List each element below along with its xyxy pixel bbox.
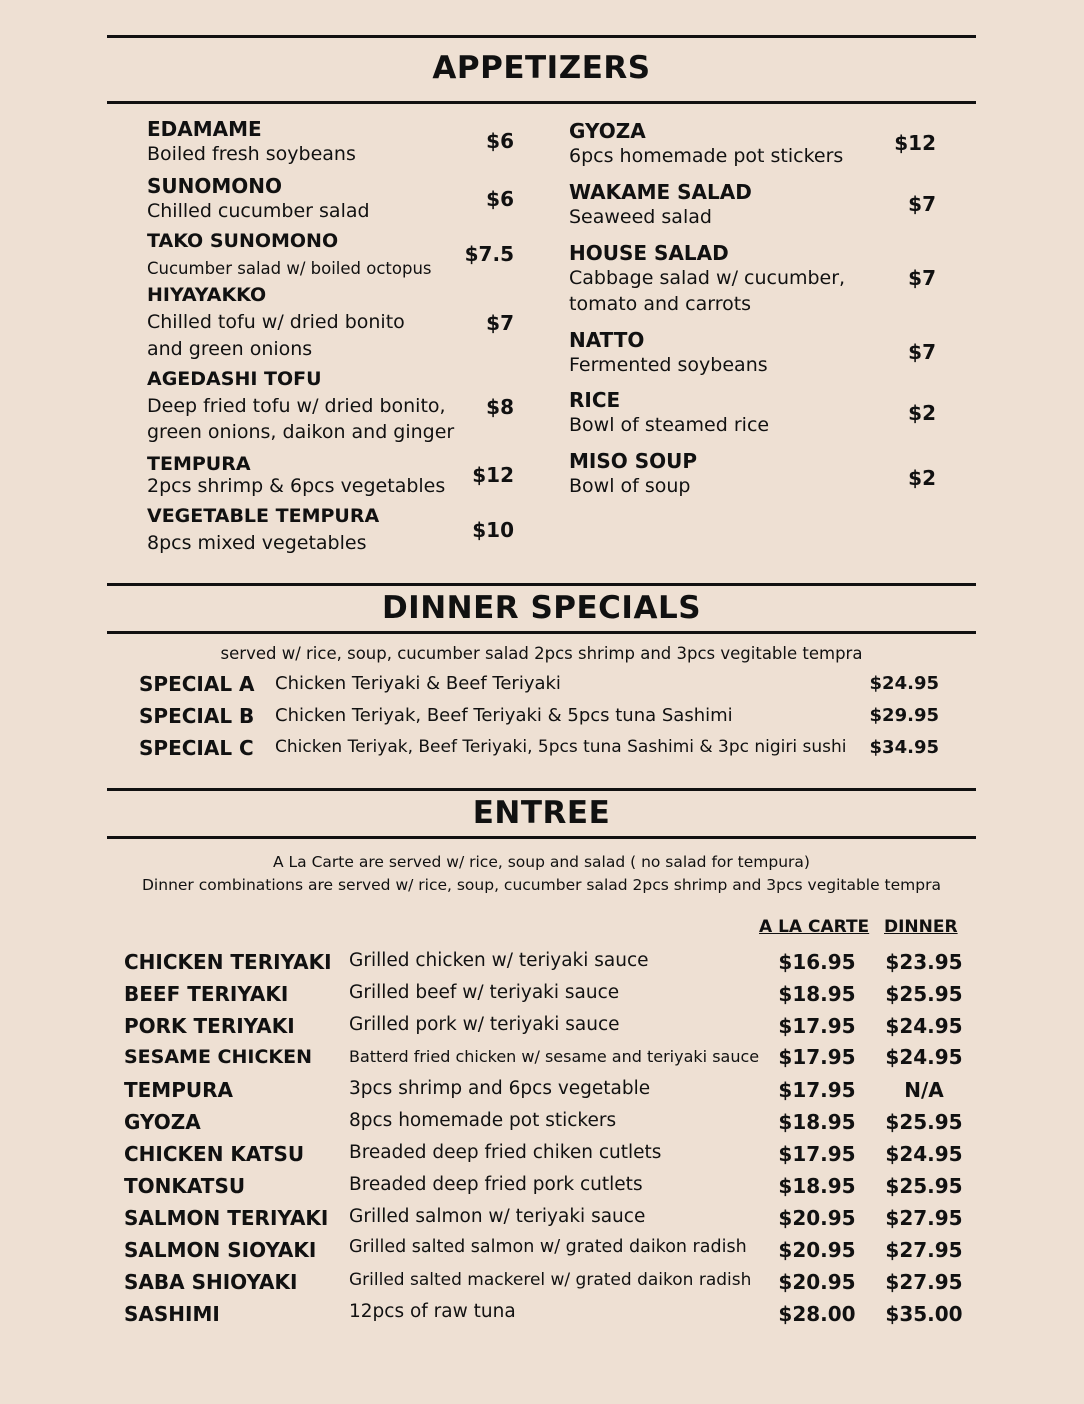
menu-item-desc: Cucumber salad w/ boiled octopus <box>147 259 432 278</box>
entree-desc: Batterd fried chicken w/ sesame and teriyaki sauce <box>349 1047 760 1066</box>
entree-desc: Grilled salted salmon w/ grated daikon radish <box>349 1237 747 1257</box>
menu-item-price: $2 <box>908 466 936 490</box>
entree-desc: Breaded deep fried pork cutlets <box>349 1174 643 1195</box>
section-title-dinner-specials: DINNER SPECIALS <box>381 590 702 626</box>
entree-desc: 12pcs of raw tuna <box>349 1301 516 1322</box>
section-note: Dinner combinations are served w/ rice, soup, cucumber salad 2pcs shrimp and 3pcs vegitable tempra <box>142 876 941 894</box>
menu-item-desc: Seaweed salad <box>569 206 712 228</box>
entree-desc: Grilled beef w/ teriyaki sauce <box>349 982 620 1003</box>
menu-item-price: $7 <box>486 311 514 335</box>
special-name: SPECIAL A <box>139 672 255 696</box>
entree-desc: Grilled pork w/ teriyaki sauce <box>349 1014 620 1035</box>
entree-price-a-la-carte: $17.95 <box>778 1142 856 1166</box>
entree-price-dinner: $27.95 <box>885 1206 963 1230</box>
menu-item-desc: Chilled cucumber salad <box>147 200 370 222</box>
menu-item-desc: 2pcs shrimp & 6pcs vegetables <box>147 475 446 497</box>
menu-item-price: $6 <box>486 187 514 211</box>
entree-price-dinner: $35.00 <box>885 1302 963 1326</box>
entree-price-dinner: $25.95 <box>885 1110 963 1134</box>
entree-price-a-la-carte: $16.95 <box>778 950 856 974</box>
menu-item-desc: Deep fried tofu w/ dried bonito, <box>147 395 446 417</box>
entree-name: TEMPURA <box>124 1078 233 1102</box>
menu-item-desc: Fermented soybeans <box>569 354 768 376</box>
entree-name: PORK TERIYAKI <box>124 1014 295 1038</box>
menu-item-desc: Bowl of steamed rice <box>569 414 770 436</box>
menu-item-desc: and green onions <box>147 338 313 360</box>
entree-name: SASHIMI <box>124 1302 220 1326</box>
divider <box>107 101 976 104</box>
special-price: $34.95 <box>869 737 939 758</box>
entree-name: CHICKEN KATSU <box>124 1142 305 1166</box>
entree-desc: Grilled salted mackerel w/ grated daikon radish <box>349 1270 752 1290</box>
menu-item-name: VEGETABLE TEMPURA <box>147 505 380 527</box>
entree-name: CHICKEN TERIYAKI <box>124 950 332 974</box>
entree-price-a-la-carte: $20.95 <box>778 1206 856 1230</box>
entree-price-dinner: $24.95 <box>885 1045 963 1069</box>
menu-item-price: $7.5 <box>464 242 514 266</box>
entree-price-a-la-carte: $17.95 <box>778 1014 856 1038</box>
entree-price-dinner: $24.95 <box>885 1142 963 1166</box>
entree-price-a-la-carte: $28.00 <box>778 1302 856 1326</box>
menu-item-name: SUNOMONO <box>147 174 283 198</box>
menu-item-name: MISO SOUP <box>569 449 698 473</box>
menu-item-desc: 6pcs homemade pot stickers <box>569 145 844 167</box>
entree-price-a-la-carte: $17.95 <box>778 1078 856 1102</box>
special-name: SPECIAL C <box>139 736 254 760</box>
divider <box>107 35 976 38</box>
menu-item-name: HOUSE SALAD <box>569 241 729 265</box>
entree-price-a-la-carte: $20.95 <box>778 1270 856 1294</box>
menu-item-price: $7 <box>908 192 936 216</box>
entree-price-a-la-carte: $18.95 <box>778 1174 856 1198</box>
menu-item-desc: green onions, daikon and ginger <box>147 421 455 443</box>
menu-item-name: WAKAME SALAD <box>569 180 752 204</box>
menu-item-name: TEMPURA <box>147 453 251 475</box>
entree-desc: Breaded deep fried chiken cutlets <box>349 1142 662 1163</box>
menu-item-name: GYOZA <box>569 119 646 143</box>
entree-name: SALMON SIOYAKI <box>124 1238 317 1262</box>
entree-desc: 8pcs homemade pot stickers <box>349 1110 617 1131</box>
menu-item-desc: Chilled tofu w/ dried bonito <box>147 311 405 333</box>
menu-item-price: $8 <box>486 395 514 419</box>
entree-price-a-la-carte: $20.95 <box>778 1238 856 1262</box>
entree-desc: Grilled chicken w/ teriyaki sauce <box>349 950 649 971</box>
menu-item-name: TAKO SUNOMONO <box>147 230 339 252</box>
menu-item-price: $6 <box>486 129 514 153</box>
divider <box>107 631 976 634</box>
menu-item-desc: Cabbage salad w/ cucumber, <box>569 267 846 289</box>
entree-name: BEEF TERIYAKI <box>124 982 289 1006</box>
entree-price-dinner: $27.95 <box>885 1270 963 1294</box>
entree-price-a-la-carte: $18.95 <box>778 1110 856 1134</box>
entree-name: GYOZA <box>124 1110 201 1134</box>
divider <box>107 836 976 839</box>
column-header-a-la-carte: A LA CARTE <box>759 917 870 937</box>
menu-item-price: $7 <box>908 266 936 290</box>
entree-price-dinner: $25.95 <box>885 1174 963 1198</box>
menu-item-name: HIYAYAKKO <box>147 284 267 306</box>
entree-price-a-la-carte: $17.95 <box>778 1045 856 1069</box>
entree-desc: 3pcs shrimp and 6pcs vegetable <box>349 1078 651 1099</box>
entree-price-a-la-carte: $18.95 <box>778 982 856 1006</box>
entree-name: TONKATSU <box>124 1174 246 1198</box>
menu-item-desc: Boiled fresh soybeans <box>147 143 356 165</box>
special-desc: Chicken Teriyak, Beef Teriyaki & 5pcs tuna Sashimi <box>275 705 733 726</box>
menu-item-price: $12 <box>472 463 514 487</box>
menu-item-price: $2 <box>908 401 936 425</box>
entree-price-dinner: $27.95 <box>885 1238 963 1262</box>
menu-item-name: RICE <box>569 388 621 412</box>
entree-name: SABA SHIOYAKI <box>124 1270 298 1294</box>
menu-item-desc: 8pcs mixed vegetables <box>147 532 367 554</box>
menu-item-name: EDAMAME <box>147 117 262 141</box>
entree-name: SALMON TERIYAKI <box>124 1206 329 1230</box>
menu-item-price: $10 <box>472 518 514 542</box>
special-name: SPECIAL B <box>139 704 255 728</box>
menu-item-name: NATTO <box>569 328 645 352</box>
entree-desc: Grilled salmon w/ teriyaki sauce <box>349 1206 646 1227</box>
entree-price-dinner: N/A <box>904 1078 944 1102</box>
menu-item-price: $12 <box>894 131 936 155</box>
section-title-appetizers: APPETIZERS <box>432 50 651 86</box>
menu-item-desc: Bowl of soup <box>569 475 691 497</box>
section-title-entree: ENTREE <box>472 795 611 831</box>
menu-item-name: AGEDASHI TOFU <box>147 368 322 390</box>
special-desc: Chicken Teriyaki & Beef Teriyaki <box>275 673 561 694</box>
entree-price-dinner: $25.95 <box>885 982 963 1006</box>
special-desc: Chicken Teriyak, Beef Teriyaki, 5pcs tuna Sashimi & 3pc nigiri sushi <box>275 737 847 757</box>
divider <box>107 583 976 586</box>
menu-item-desc: tomato and carrots <box>569 293 752 315</box>
special-price: $24.95 <box>869 673 939 694</box>
section-note: A La Carte are served w/ rice, soup and salad ( no salad for tempura) <box>273 853 810 871</box>
entree-price-dinner: $23.95 <box>885 950 963 974</box>
entree-price-dinner: $24.95 <box>885 1014 963 1038</box>
column-header-dinner: DINNER <box>884 917 958 937</box>
section-note: served w/ rice, soup, cucumber salad 2pcs shrimp and 3pcs vegitable tempra <box>220 644 863 663</box>
entree-name: SESAME CHICKEN <box>124 1046 313 1068</box>
menu-item-price: $7 <box>908 340 936 364</box>
divider <box>107 788 976 791</box>
special-price: $29.95 <box>869 705 939 726</box>
